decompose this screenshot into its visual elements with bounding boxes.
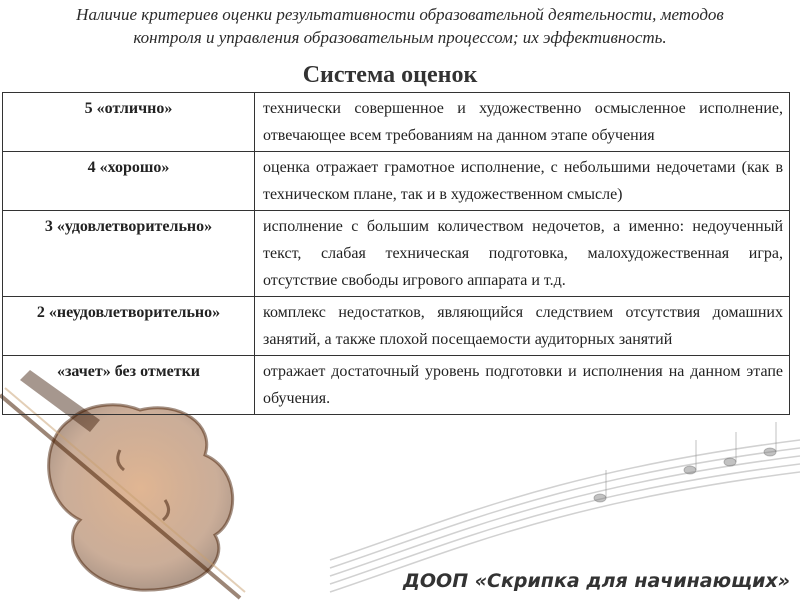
header-line-2: контроля и управления образовательным процессом; их эффективность. [133, 28, 667, 47]
table-row [3, 152, 790, 211]
grading-table [2, 92, 790, 415]
music-notes-icon [330, 422, 800, 592]
grade-cell: 5 «отлично» [3, 93, 255, 152]
description-cell: оценка отражает грамотное исполнение, с небольшими недочетами (как в техническом плане, так и в художественном смысле) [255, 152, 790, 211]
page-title: Система оценок [302, 62, 478, 88]
header-line-1: Наличие критериев оценки результативности образовательной деятельности, методов [76, 5, 724, 24]
description-cell: технически совершенное и художественно осмысленное исполнение, отвечающее всем требованиям на данном этапе обучения [255, 93, 790, 152]
grade-cell: 3 «удовлетворительно» [3, 211, 255, 297]
table-row [3, 211, 790, 297]
description-cell: исполнение с большим количеством недочетов, а именно: недоученный текст, слабая техническая подготовка, малохудожественная игра, отсутствие свободы игрового аппарата и т.д. [255, 211, 790, 297]
footer-program-name: ДООП «Скрипка для начинающих» [402, 570, 790, 592]
table-row [3, 93, 790, 152]
description-cell: отражает достаточный уровень подготовки и исполнения на данном этапе обучения. [255, 356, 790, 415]
table-row [3, 356, 790, 415]
grade-cell: 2 «неудовлетворительно» [3, 297, 255, 356]
slide-header [0, 4, 800, 49]
grade-cell: «зачет» без отметки [3, 356, 255, 415]
grade-cell: 4 «хорошо» [3, 152, 255, 211]
description-cell: комплекс недостатков, являющийся следствием отсутствия домашних занятий, а также плохой посещаемости аудиторных занятий [255, 297, 790, 356]
table-row [3, 297, 790, 356]
